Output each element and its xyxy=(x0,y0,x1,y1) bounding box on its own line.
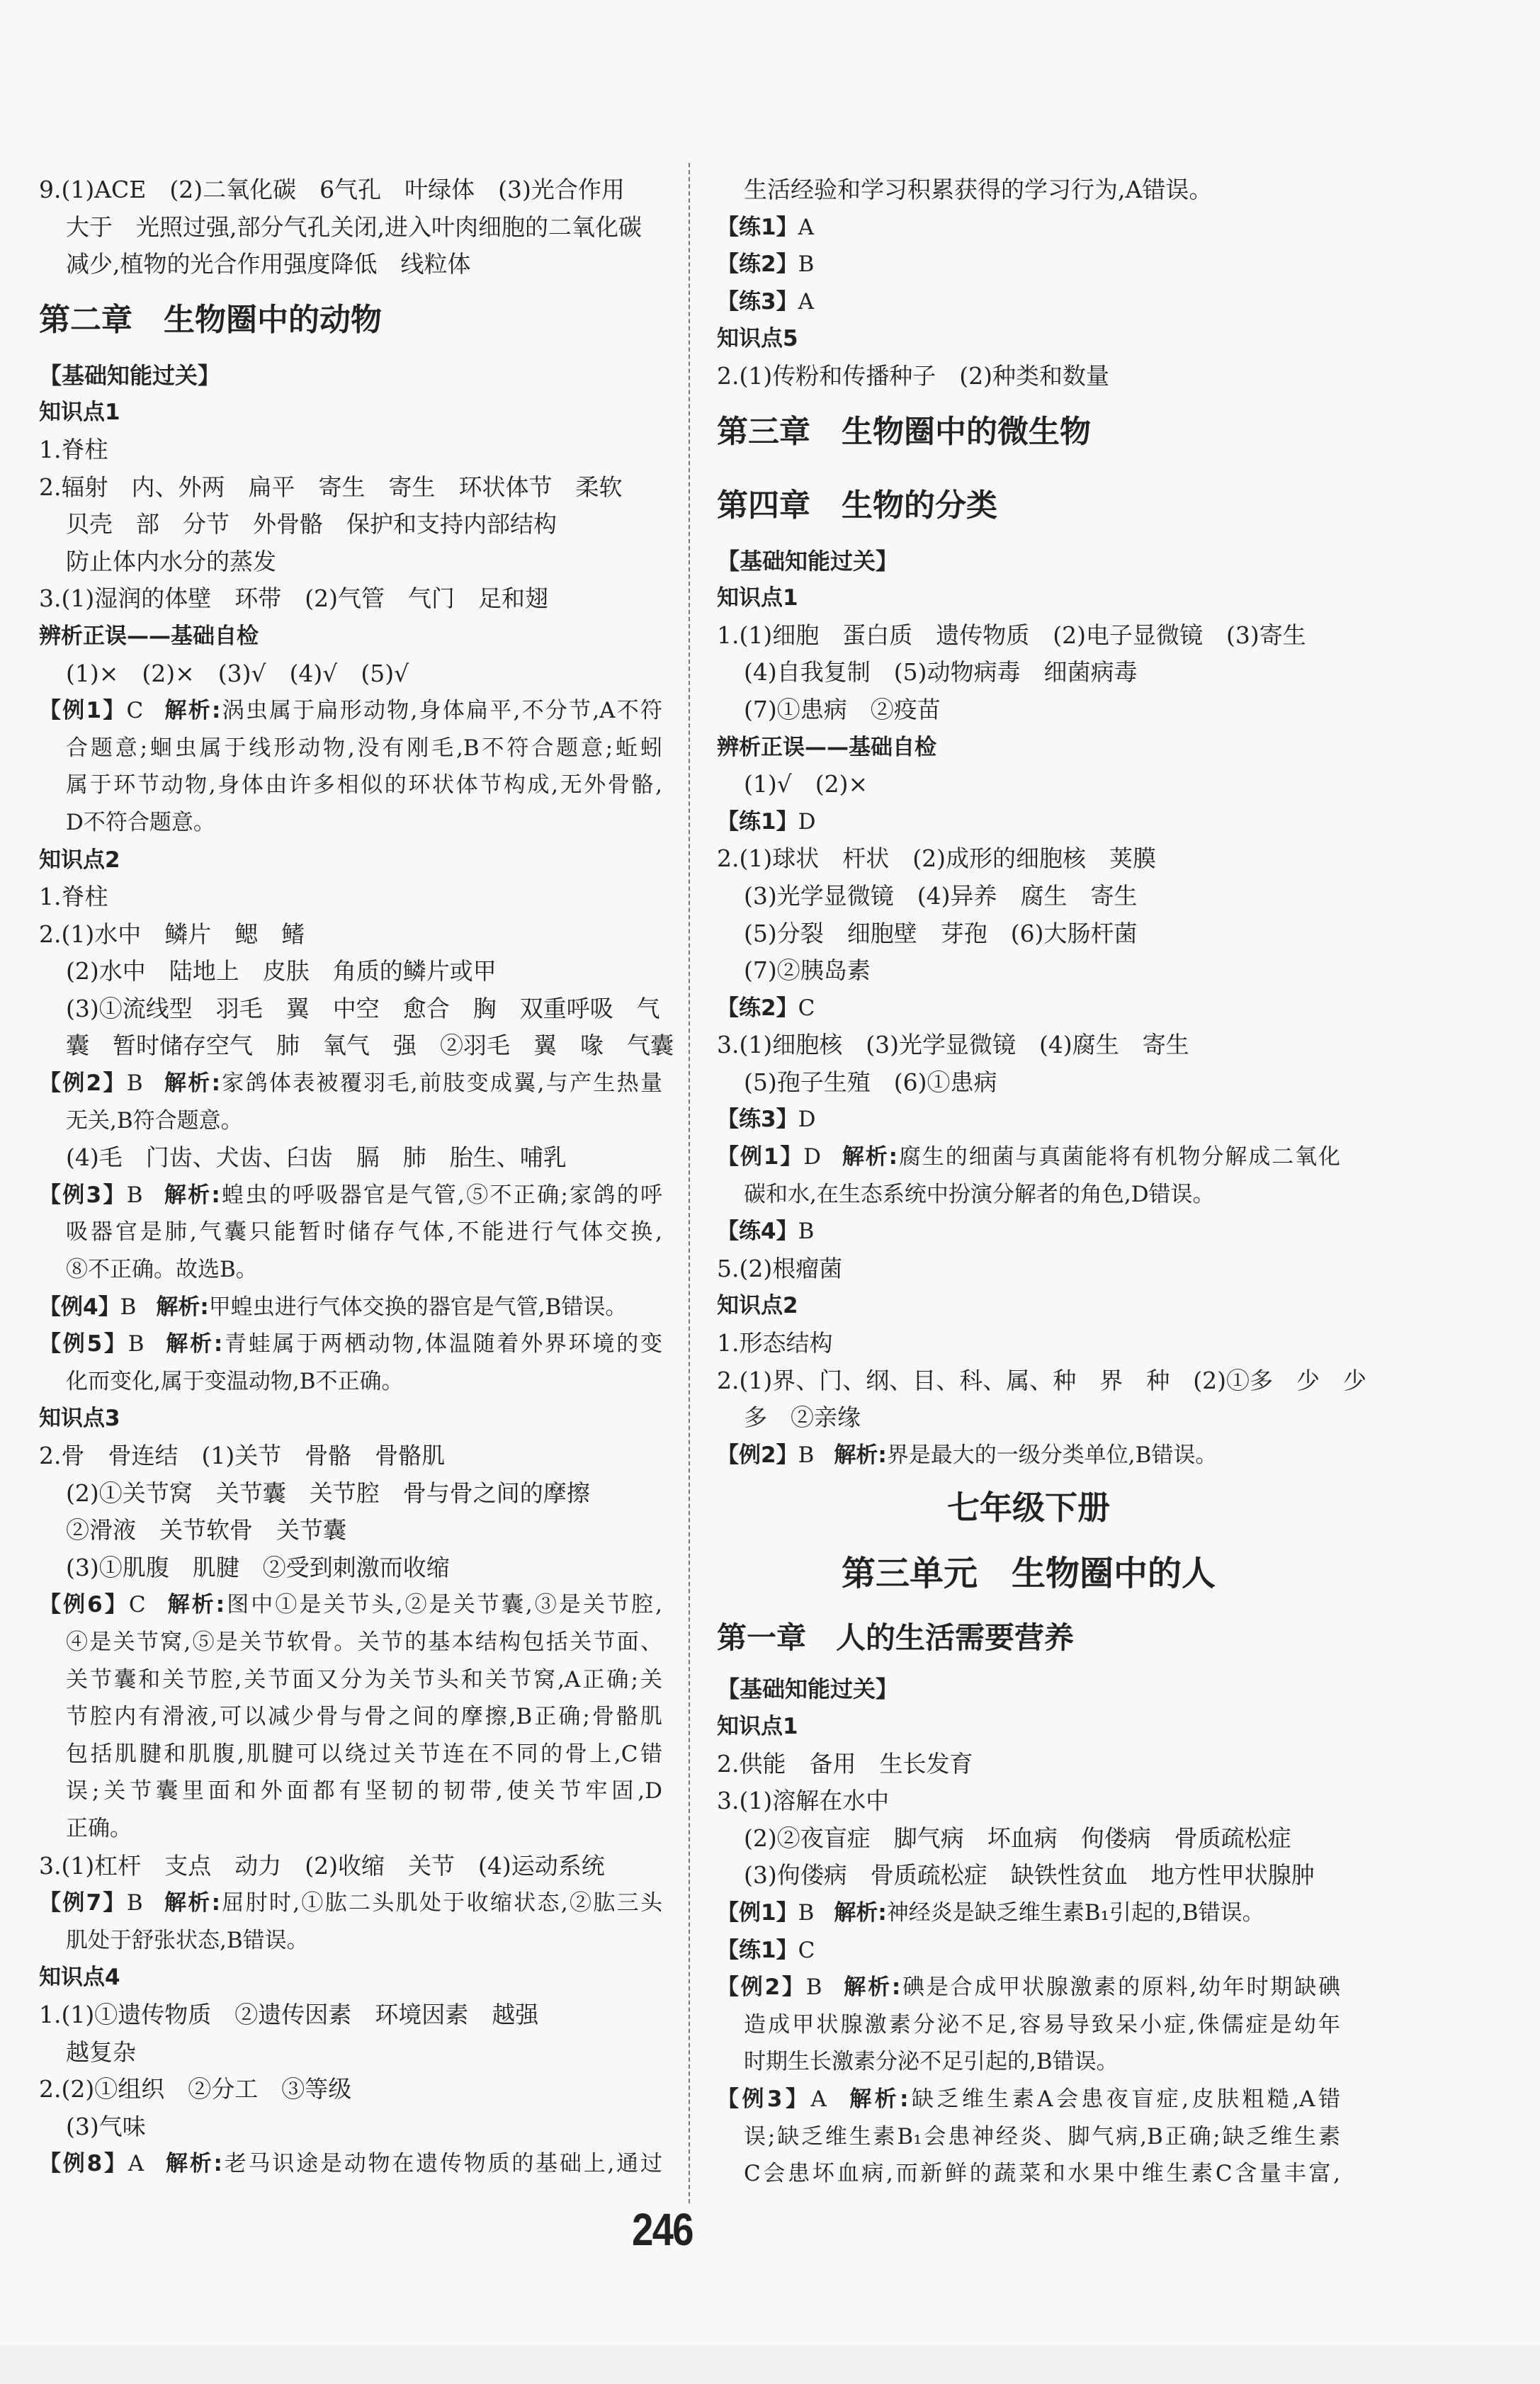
answer-line: (5)分裂 细胞壁 芽孢 (6)大肠杆菌 xyxy=(744,919,1138,947)
left-column xyxy=(39,171,674,2183)
example-answer: D xyxy=(803,1144,821,1170)
explanation-key: 解析: xyxy=(162,1070,220,1097)
chapter-heading: 第一章 人的生活需要营养 xyxy=(717,1620,1075,1656)
explanation-text: 神经炎是缺乏维生素B₁引起的,B错误。 xyxy=(886,1899,1264,1926)
example-item xyxy=(39,1586,662,1847)
example-label: 【例3】 xyxy=(717,2086,811,2112)
answer-line: (5)孢子生殖 (6)①患病 xyxy=(744,1068,997,1096)
answer-item xyxy=(39,469,662,581)
answer-line: 2.骨 骨连结 (1)关节 骨骼 骨骼肌 xyxy=(39,1442,446,1469)
example-answer: C xyxy=(798,1937,815,1963)
example-first-line xyxy=(717,1894,1340,1932)
explanation-key: 解析: xyxy=(834,1442,887,1468)
answer-item xyxy=(39,580,662,618)
answer-item xyxy=(39,171,662,283)
example-label: 【例6】 xyxy=(39,1592,129,1618)
example-answer: D xyxy=(798,1107,816,1133)
explanation-text: 界是最大的一级分类单位,B错误。 xyxy=(886,1442,1218,1468)
answer-item xyxy=(39,1475,662,1549)
answer-item xyxy=(717,1820,1340,1858)
example-answer: B xyxy=(798,1442,815,1468)
answer-line: (2)①关节窝 关节囊 关节腔 骨与骨之间的摩擦 xyxy=(66,1479,590,1507)
answer-line: ②滑液 关节软骨 关节囊 xyxy=(66,1516,346,1544)
answer-line: 1.(1)细胞 蛋白质 遗传物质 (2)电子显微镜 (3)寄生 xyxy=(717,621,1306,649)
explanation-line: 包括肌腱和肌腹,肌腱可以绕过关节连在不同的骨上,C错 xyxy=(66,1741,662,1767)
example-answer: A xyxy=(128,2151,145,2177)
example-first-line xyxy=(717,1932,1340,1970)
answer-line: (4)自我复制 (5)动物病毒 细菌病毒 xyxy=(744,658,1138,687)
chapter-heading: 第二章 生物圈中的动物 xyxy=(39,301,382,338)
answer-item xyxy=(717,1027,1340,1101)
answer-line: (4)毛 门齿、犬齿、臼齿 膈 肺 胎生、哺乳 xyxy=(66,1143,567,1172)
answer-item xyxy=(39,1549,662,1587)
answer-line: 9.(1)ACE (2)二氧化碳 6气孔 叶绿体 (3)光合作用 xyxy=(39,176,625,203)
example-first-line xyxy=(717,1437,1340,1474)
practice-item xyxy=(717,209,1340,247)
example-label: 【例2】 xyxy=(717,1442,798,1468)
knowledge-point-heading: 知识点1 xyxy=(717,1714,798,1739)
practice-item xyxy=(717,803,1340,841)
answer-line: (1)× (2)× (3)√ (4)√ (5)√ xyxy=(66,659,409,687)
example-first-line xyxy=(717,990,1340,1027)
answer-line: (2)②夜盲症 脚气病 坏血病 佝偻病 骨质疏松症 xyxy=(744,1824,1291,1852)
explanation-line: 化而变化,属于变温动物,B不正确。 xyxy=(66,1368,404,1394)
example-answer: A xyxy=(798,214,814,240)
answer-line: 越复杂 xyxy=(66,2038,136,2066)
explanation-text: 缺乏维生素A会患夜盲症,皮肤粗糙,A错 xyxy=(908,2086,1340,2112)
answer-item xyxy=(39,655,662,693)
example-answer: B xyxy=(120,1294,137,1320)
example-label: 【例5】 xyxy=(39,1331,128,1357)
unit-heading: 第三单元 生物圈中的人 xyxy=(841,1554,1216,1594)
column-divider xyxy=(689,163,690,2203)
answer-item xyxy=(39,2071,662,2108)
example-item xyxy=(717,1437,1340,1474)
knowledge-point-heading: 知识点4 xyxy=(39,1965,120,1991)
explanation-line: 正确。 xyxy=(66,1815,132,1841)
answer-item xyxy=(717,617,1340,729)
answer-line: 2.供能 备用 生长发育 xyxy=(717,1749,973,1778)
answer-line: (2)水中 陆地上 皮肤 角质的鳞片或甲 xyxy=(66,957,497,985)
answer-item xyxy=(39,953,662,990)
explanation-line: 误;缺乏维生素B₁会患神经炎、脚气病,B正确;缺乏维生素 xyxy=(744,2123,1340,2149)
explanation-key: 解析: xyxy=(163,698,221,724)
answer-line: (1)√ (2)× xyxy=(744,770,868,798)
example-item xyxy=(717,1894,1340,1932)
answer-item xyxy=(39,1437,662,1475)
example-answer: B xyxy=(126,1182,143,1208)
example-first-line xyxy=(717,1101,1340,1139)
explanation-line: 属于环节动物,身体由许多相似的环状体节构成,无外骨骼, xyxy=(66,772,662,798)
explanation-line: ④是关节窝,⑤是关节软骨。关节的基本结构包括关节面、 xyxy=(66,1629,662,1655)
answer-line: (3)光学显微镜 (4)异养 腐生 寄生 xyxy=(744,881,1138,910)
explanation-line: 时期生长激素分泌不足引起的,B错误。 xyxy=(744,2049,1119,2075)
example-answer: B xyxy=(798,252,815,278)
example-answer: B xyxy=(798,1219,815,1245)
knowledge-point-heading: 知识点1 xyxy=(717,585,798,611)
answer-line: 囊 暂时储存空气 肺 氧气 强 ②羽毛 翼 喙 气囊 xyxy=(66,1032,674,1060)
explanation-text: 蝗虫的呼吸器官是气管,⑤不正确;家鸽的呼 xyxy=(220,1182,662,1208)
answer-item xyxy=(717,1325,1340,1362)
example-first-line xyxy=(717,1139,1340,1176)
example-label: 【例7】 xyxy=(39,1890,127,1916)
example-answer: B xyxy=(126,1890,143,1916)
chapter-heading: 第三章 生物圈中的微生物 xyxy=(717,413,1091,450)
answer-line: 生活经验和学习积累获得的学习行为,A错误。 xyxy=(744,176,1213,203)
explanation-text: 老马识途是动物在遗传物质的基础上,通过 xyxy=(222,2151,662,2177)
example-label: 【练2】 xyxy=(717,252,798,278)
example-label: 【练3】 xyxy=(717,288,798,315)
answer-line: 5.(2)根瘤菌 xyxy=(717,1254,843,1282)
example-label: 【例1】 xyxy=(717,1899,798,1926)
answer-line: 3.(1)细胞核 (3)光学显微镜 (4)腐生 寄生 xyxy=(717,1031,1189,1059)
explanation-line: 造成甲状腺激素分泌不足,容易导致呆小症,侏儒症是幼年 xyxy=(744,2011,1340,2038)
example-first-line xyxy=(39,2145,662,2183)
answer-item xyxy=(717,358,1340,395)
explanation-line: C会患坏血病,而新鲜的蔬菜和水果中维生素C含量丰富, xyxy=(744,2161,1340,2187)
answer-line: 3.(1)溶解在水中 xyxy=(717,1787,890,1815)
explanation-text: 甲蝗虫进行气体交换的器官是气管,B错误。 xyxy=(208,1294,628,1320)
grade-heading: 七年级下册 xyxy=(947,1488,1110,1527)
example-item xyxy=(717,2081,1340,2193)
example-first-line xyxy=(717,1969,1340,2006)
answer-item xyxy=(717,766,1340,803)
explanation-line: 无关,B符合题意。 xyxy=(66,1107,243,1134)
section-heading: 【基础知能过关】 xyxy=(39,361,221,389)
page-number: 246 xyxy=(632,2204,693,2255)
example-first-line xyxy=(39,1065,662,1102)
answer-item xyxy=(39,2108,662,2146)
practice-item xyxy=(717,1213,1340,1250)
answer-line: 1.形态结构 xyxy=(717,1329,833,1357)
example-label: 【例4】 xyxy=(39,1294,120,1320)
answer-item xyxy=(717,840,1340,989)
answer-line: 1.脊柱 xyxy=(39,435,108,463)
explanation-key: 解析: xyxy=(156,1294,209,1320)
answer-line: 2.(1)水中 鳞片 鳃 鳍 xyxy=(39,920,305,948)
answer-item xyxy=(39,1996,662,2071)
practice-item xyxy=(717,283,1340,321)
answer-line: 3.(1)杠杆 支点 动力 (2)收缩 关节 (4)运动系统 xyxy=(39,1851,605,1880)
example-label: 【练1】 xyxy=(717,1937,798,1963)
example-label: 【例1】 xyxy=(717,1144,804,1170)
answer-line: (3)①肌腹 肌腱 ②受到刺激而收缩 xyxy=(66,1553,450,1581)
knowledge-point-heading: 知识点5 xyxy=(717,326,798,352)
answer-item xyxy=(39,1139,662,1177)
answer-item xyxy=(717,171,1340,209)
answer-line: 大于 光照过强,部分气孔关闭,进入叶肉细胞的二氧化碳 xyxy=(66,213,642,241)
example-first-line xyxy=(39,1885,662,1922)
explanation-line: 肌处于舒张状态,B错误。 xyxy=(66,1927,309,1953)
explanation-text: 青蛙属于两栖动物,体温随着外界环境的变 xyxy=(222,1331,662,1357)
section-heading: 【基础知能过关】 xyxy=(717,547,899,575)
right-column xyxy=(717,171,1366,2193)
explanation-line: 合题意;蛔虫属于线形动物,没有刚毛,B不符合题意;蚯蚓 xyxy=(66,735,662,761)
example-first-line xyxy=(717,1213,1340,1250)
example-first-line xyxy=(717,209,1340,247)
section-heading: 【基础知能过关】 xyxy=(717,1676,899,1703)
answer-line: 2.辐射 内、外两 扁平 寄生 寄生 环状体节 柔软 xyxy=(39,473,623,501)
answer-line: 1.(1)①遗传物质 ②遗传因素 环境因素 越强 xyxy=(39,2000,539,2028)
explanation-line: 关节囊和关节腔,关节面又分为关节头和关节窝,A正确;关 xyxy=(66,1666,662,1693)
example-label: 【练1】 xyxy=(717,808,798,835)
answer-line: 2.(1)界、门、纲、目、科、属、种 界 种 (2)①多 少 少 xyxy=(717,1366,1366,1394)
example-first-line xyxy=(39,1586,662,1624)
explanation-line: D不符合题意。 xyxy=(66,809,215,835)
example-answer: B xyxy=(805,1975,822,2001)
example-first-line xyxy=(717,2081,1340,2118)
explanation-key: 解析: xyxy=(162,1182,220,1208)
example-label: 【练1】 xyxy=(717,214,798,240)
example-label: 【例8】 xyxy=(39,2151,128,2177)
answer-item xyxy=(39,1848,662,1885)
answer-line: 多 ②亲缘 xyxy=(744,1403,861,1432)
example-label: 【例2】 xyxy=(39,1070,127,1097)
example-item xyxy=(39,1885,662,1959)
explanation-key: 解析: xyxy=(842,1975,901,2001)
answer-item xyxy=(717,1250,1340,1288)
answer-line: 贝壳 部 分节 外骨骼 保护和支持内部结构 xyxy=(66,510,557,538)
example-label: 【练3】 xyxy=(717,1107,798,1133)
answer-item xyxy=(717,1783,1340,1820)
example-label: 【练2】 xyxy=(717,995,798,1021)
answer-line: 2.(2)①组织 ②分工 ③等级 xyxy=(39,2075,352,2103)
example-first-line xyxy=(39,692,662,730)
explanation-key: 解析: xyxy=(164,2151,222,2177)
example-first-line xyxy=(39,1326,662,1363)
explanation-key: 解析: xyxy=(165,1592,225,1618)
answer-item xyxy=(39,879,662,916)
answer-item xyxy=(39,431,662,469)
explanation-text: 涡虫属于扁形动物,身体扁平,不分节,A不符 xyxy=(220,698,662,724)
example-answer: B xyxy=(126,1070,143,1097)
explanation-text: 图中①是关节头,②是关节囊,③是关节腔, xyxy=(225,1592,662,1618)
example-label: 【例3】 xyxy=(39,1182,127,1208)
practice-item xyxy=(717,1101,1340,1139)
knowledge-point-heading: 知识点2 xyxy=(39,847,120,873)
answer-line: (3)气味 xyxy=(66,2112,146,2140)
answer-line: (7)①患病 ②疫苗 xyxy=(744,695,941,723)
example-answer: B xyxy=(798,1899,815,1926)
answer-line: 2.(1)球状 杆状 (2)成形的细胞核 荚膜 xyxy=(717,844,1156,873)
explanation-line: 碳和水,在生态系统中扮演分解者的角色,D错误。 xyxy=(744,1181,1215,1207)
explanation-text: 腐生的细菌与真菌能将有机物分解成二氧化 xyxy=(898,1144,1340,1170)
explanation-line: 误;关节囊里面和外面都有坚韧的韧带,使关节牢固,D xyxy=(66,1778,662,1804)
example-item xyxy=(39,1289,662,1326)
example-item xyxy=(39,2145,662,2183)
practice-item xyxy=(717,246,1340,283)
example-item xyxy=(717,1139,1340,1213)
example-item xyxy=(39,1177,662,1289)
knowledge-point-heading: 辨析正误——基础自检 xyxy=(717,734,936,760)
answer-item xyxy=(717,1857,1340,1894)
example-item xyxy=(39,692,662,841)
practice-item xyxy=(717,990,1340,1027)
answer-line: (3)佝偻病 骨质疏松症 缺铁性贫血 地方性甲状腺肿 xyxy=(744,1861,1315,1889)
explanation-key: 解析: xyxy=(162,1890,220,1916)
answer-line: (7)②胰岛素 xyxy=(744,956,871,985)
answer-line: 防止体内水分的蒸发 xyxy=(66,547,276,575)
explanation-key: 解析: xyxy=(164,1331,223,1357)
answer-line: 1.脊柱 xyxy=(39,883,108,911)
knowledge-point-heading: 知识点1 xyxy=(39,400,120,426)
answer-item xyxy=(717,1362,1366,1437)
example-answer: C xyxy=(798,995,815,1021)
example-answer: A xyxy=(810,2086,827,2112)
knowledge-point-heading: 知识点3 xyxy=(39,1406,120,1432)
chapter-heading: 第四章 生物的分类 xyxy=(717,487,997,524)
example-answer: C xyxy=(128,1592,146,1618)
example-item xyxy=(39,1065,662,1139)
example-first-line xyxy=(717,246,1340,283)
answer-item xyxy=(39,990,674,1065)
example-first-line xyxy=(39,1289,662,1326)
explanation-line: ⑧不正确。故选B。 xyxy=(66,1257,258,1283)
example-answer: C xyxy=(126,698,144,724)
answer-line: (3)①流线型 羽毛 翼 中空 愈合 胸 双重呼吸 气 xyxy=(66,994,660,1022)
explanation-text: 屈肘时,①肱二头肌处于收缩状态,②肱三头 xyxy=(220,1890,662,1916)
example-label: 【练4】 xyxy=(717,1219,798,1245)
explanation-line: 节腔内有滑液,可以减少骨与骨之间的摩擦,B正确;骨骼肌 xyxy=(66,1704,662,1730)
explanation-line: 吸器官是肺,气囊只能暂时储存气体,不能进行气体交换, xyxy=(66,1219,662,1245)
answer-line: 减少,植物的光合作用强度降低 线粒体 xyxy=(66,250,471,278)
explanation-text: 碘是合成甲状腺激素的原料,幼年时期缺碘 xyxy=(900,1975,1340,2001)
explanation-key: 解析: xyxy=(834,1899,887,1926)
answer-item xyxy=(717,1746,1340,1783)
knowledge-point-heading: 辨析正误——基础自检 xyxy=(39,623,259,649)
answer-line: 3.(1)湿润的体壁 环带 (2)气管 气门 足和翅 xyxy=(39,584,548,613)
knowledge-point-heading: 知识点2 xyxy=(717,1293,798,1319)
example-answer: A xyxy=(798,288,814,315)
example-answer: D xyxy=(798,808,816,835)
explanation-key: 解析: xyxy=(841,1144,898,1170)
example-item xyxy=(39,1326,662,1400)
example-label: 【例2】 xyxy=(717,1975,806,2001)
practice-item xyxy=(717,1932,1340,1970)
example-answer: B xyxy=(128,1331,145,1357)
explanation-text: 家鸽体表被覆羽毛,前肢变成翼,与产生热量 xyxy=(220,1070,662,1097)
example-first-line xyxy=(39,1177,662,1214)
answer-item xyxy=(39,916,662,954)
example-first-line xyxy=(717,283,1340,321)
example-label: 【例1】 xyxy=(39,698,127,724)
example-first-line xyxy=(717,803,1340,841)
answer-line: 2.(1)传粉和传播种子 (2)种类和数量 xyxy=(717,361,1109,390)
example-item xyxy=(717,1969,1340,2081)
explanation-key: 解析: xyxy=(846,2086,909,2112)
